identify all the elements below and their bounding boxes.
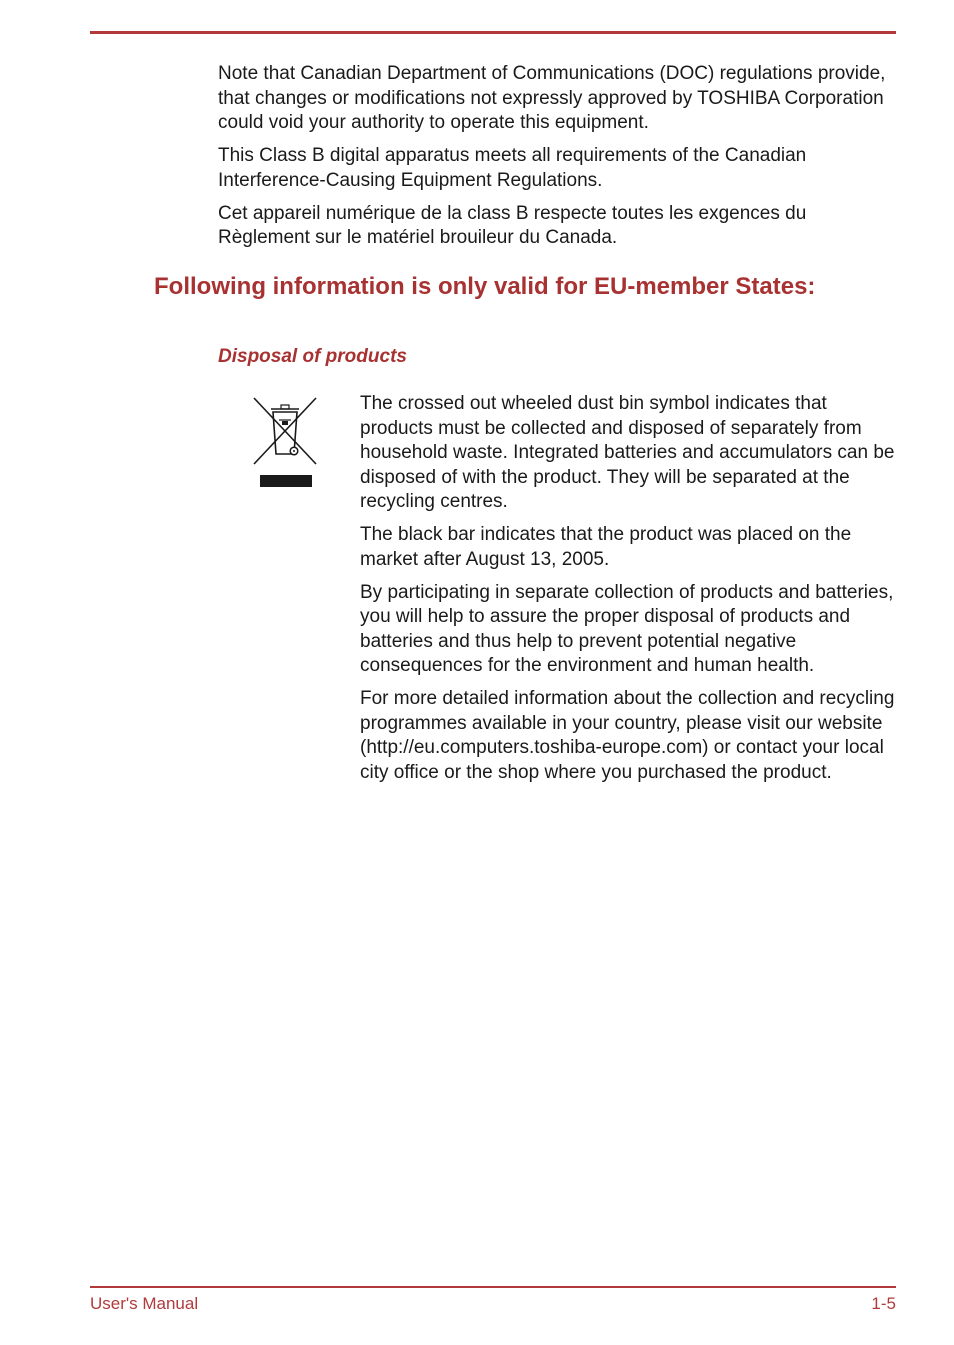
header-rule <box>90 31 896 34</box>
section-heading: Following information is only valid for EU-member States: <box>154 273 816 300</box>
disposal-subheading: Disposal of products <box>218 346 407 367</box>
crossed-out-wheeled-bin-icon <box>252 396 318 490</box>
doc-regulations-paragraph: Note that Canadian Department of Communications (DOC) regulations provide, that changes or modifications not expressly approved by TOSHIBA Corporation could void your authority to operate this equipment. <box>218 63 886 133</box>
disposal-text-column <box>360 392 900 794</box>
footer-rule <box>90 1286 896 1288</box>
intro-section <box>218 62 898 259</box>
black-bar-paragraph: The black bar indicates that the product was placed on the market after August 13, 2005. <box>360 524 852 570</box>
class-b-paragraph: This Class B digital apparatus meets all requirements of the Canadian Interference-Causing Equipment Regulations. <box>218 145 807 191</box>
french-class-b-paragraph: Cet appareil numérique de la class B respecte toutes les exgences du Règlement sur le matériel brouileur du Canada. <box>218 202 807 248</box>
separate-collection-paragraph: By participating in separate collection of products and batteries, you will help to assure the proper disposal of products and batteries and thus help to prevent potential negative consequences for the environment and human health. <box>360 581 894 676</box>
more-information-paragraph: For more detailed information about the collection and recycling programmes available in your country, please visit our website (http://eu.computers.toshiba-europe.com) or contact your local city office or the shop where you purchased the product. <box>360 688 895 783</box>
bin-symbol-paragraph: The crossed out wheeled dust bin symbol indicates that products must be collected and disposed of separately from household waste. Integrated batteries and accumulators can be disposed of with the product. They will be separated at the recycling centres. <box>360 393 895 512</box>
footer-page-number: 1-5 <box>871 1294 896 1313</box>
footer-manual-title: User's Manual <box>90 1294 199 1313</box>
